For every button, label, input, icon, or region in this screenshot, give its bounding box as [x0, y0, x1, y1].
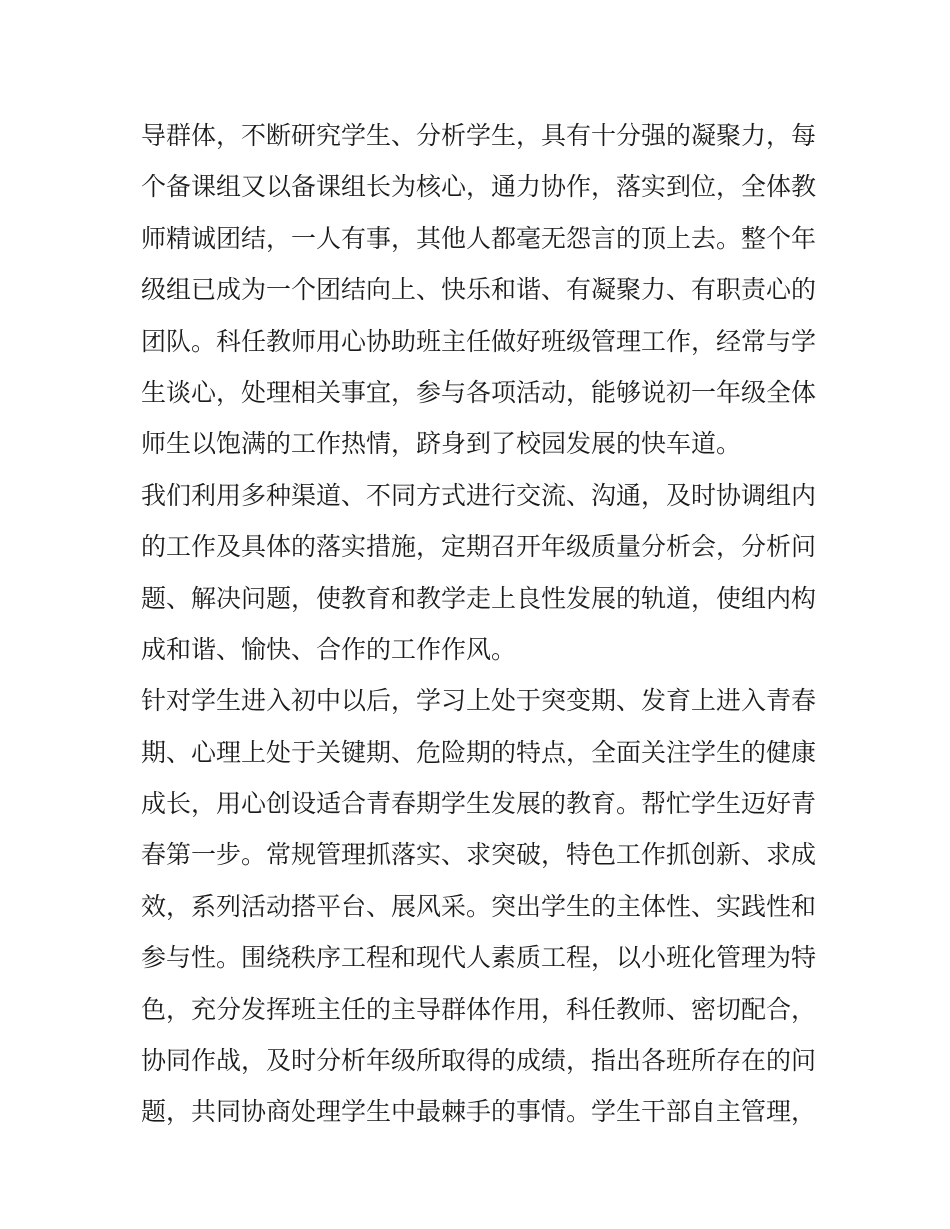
text-line: 生谈心，处理相关事宜，参与各项活动，能够说初一年级全体 [141, 377, 817, 407]
text-line: 个备课组又以备课组长为核心，通力协作，落实到位，全体教 [141, 172, 817, 202]
text-line: 师精诚团结，一人有事，其他人都毫无怨言的顶上去。整个年 [141, 223, 817, 253]
text-line: 题，共同协商处理学生中最棘手的事情。学生干部自主管理， [141, 1097, 817, 1127]
text-line: 针对学生进入初中以后，学习上处于突变期、发育上进入青春 [141, 686, 817, 716]
text-line: 参与性。围绕秩序工程和现代人素质工程，以小班化管理为特 [141, 943, 817, 973]
text-line: 效，系列活动搭平台、展风采。突出学生的主体性、实践性和 [141, 891, 817, 921]
text-line: 导群体，不断研究学生、分析学生，具有十分强的凝聚力，每 [141, 121, 817, 150]
text-line: 我们利用多种渠道、不同方式进行交流、沟通，及时协调组内 [141, 480, 817, 510]
text-line: 期、心理上处于关键期、危险期的特点，全面关注学生的健康 [141, 737, 817, 767]
text-line: 协同作战，及时分析年级所取得的成绩，指出各班所存在的问 [141, 1046, 817, 1076]
text-line: 的工作及具体的落实措施，定期召开年级质量分析会，分析问 [141, 532, 817, 562]
text-line: 春第一步。常规管理抓落实、求突破，特色工作抓创新、求成 [141, 840, 817, 870]
text-line: 师生以饱满的工作热情，跻身到了校园发展的快车道。 [141, 429, 742, 459]
text-line: 色，充分发挥班主任的主导群体作用，科任教师、密切配合， [141, 994, 817, 1024]
text-line: 级组已成为一个团结向上、快乐和谐、有凝聚力、有职责心的 [141, 275, 817, 305]
body-text [141, 110, 817, 1138]
text-line: 成长，用心创设适合青春期学生发展的教育。帮忙学生迈好青 [141, 789, 817, 819]
text-line: 成和谐、愉快、合作的工作作风。 [141, 634, 517, 664]
text-line: 题、解决问题，使教育和教学走上良性发展的轨道，使组内构 [141, 583, 817, 613]
text-line: 团队。科任教师用心协助班主任做好班级管理工作，经常与学 [141, 326, 817, 356]
